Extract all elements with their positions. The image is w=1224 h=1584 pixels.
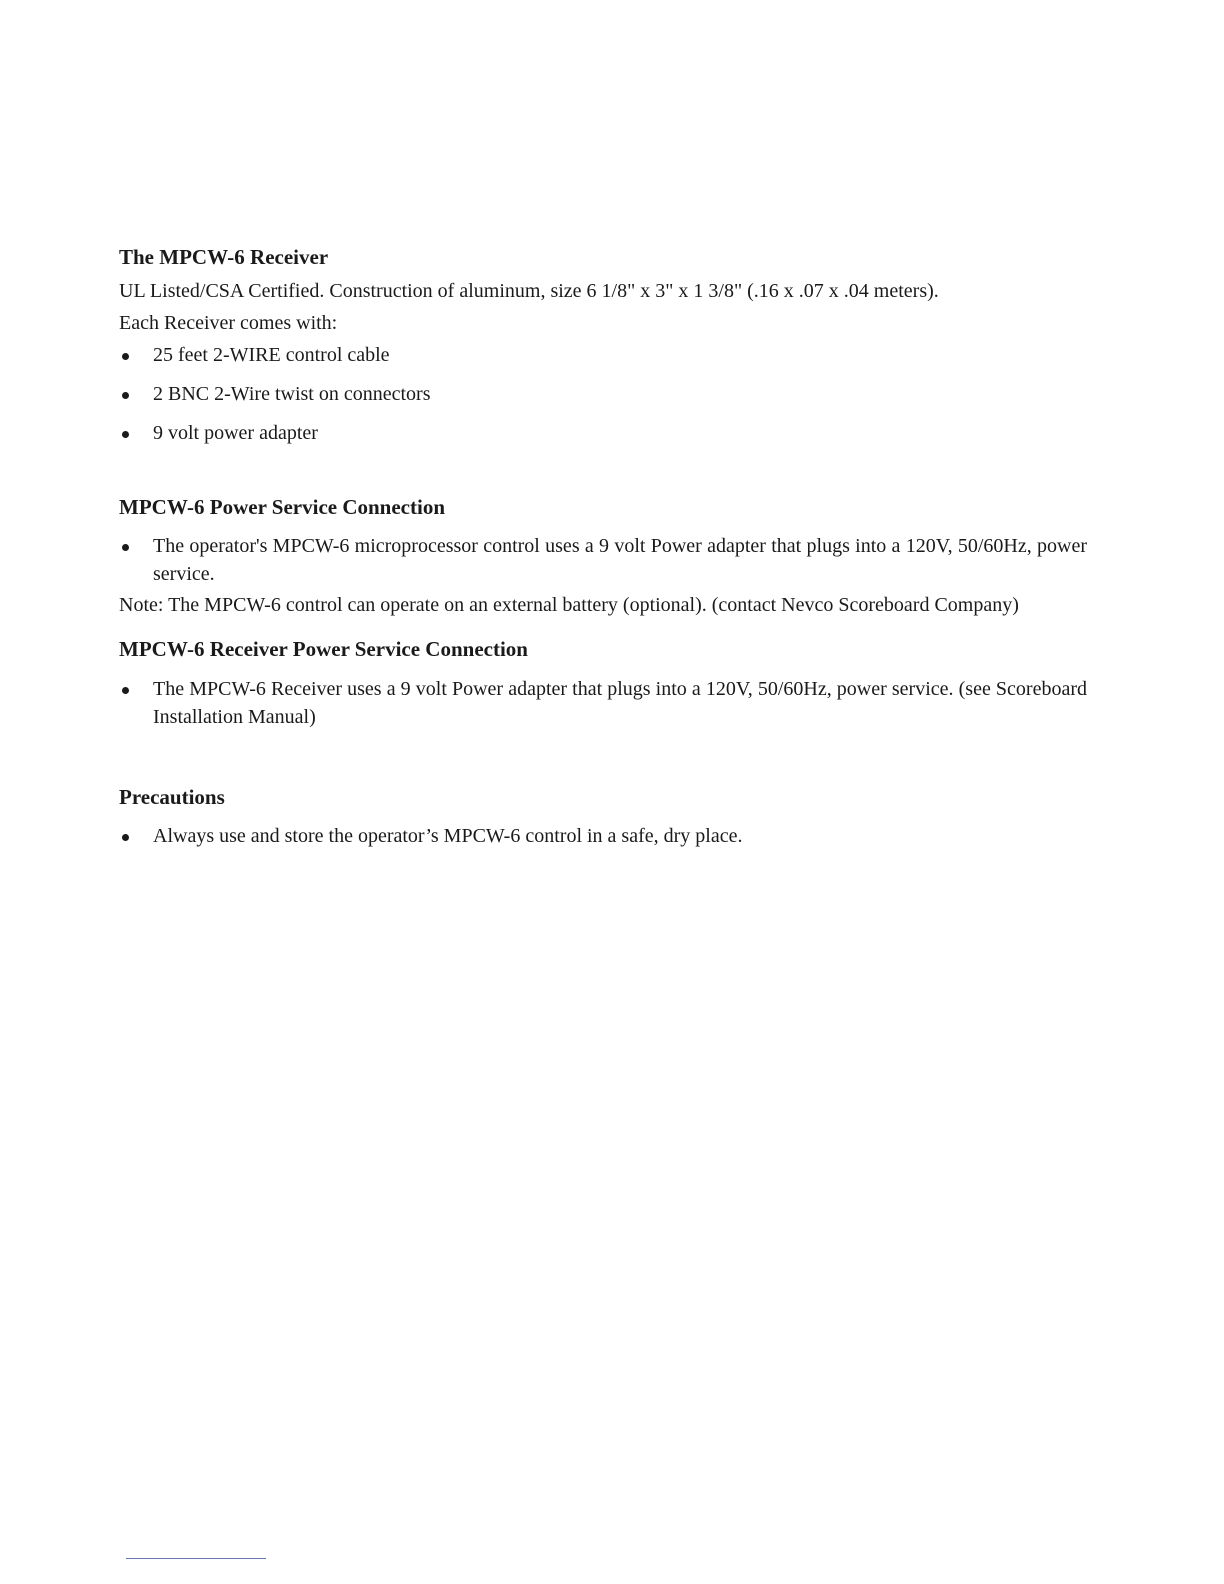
bullet-icon (122, 392, 129, 399)
bullet-icon (122, 431, 129, 438)
precautions-heading: Precautions (119, 785, 225, 809)
receiver-spec-text: UL Listed/CSA Certified. Construction of aluminum, size 6 1/8" x 3" x 1 3/8" (.16 x .07 x .04 meters). (119, 280, 939, 302)
power-note: Note: The MPCW-6 control can operate on an external battery (optional). (contact Nevco Scoreboard Company) (119, 594, 1019, 616)
document-body (119, 243, 1087, 850)
bullet-icon (122, 834, 129, 841)
list-item: The MPCW-6 Receiver uses a 9 volt Power adapter that plugs into a 120V, 50/60Hz, power service. (see Scoreboard Installation Manual) (119, 675, 1087, 731)
bullet-icon (122, 544, 129, 551)
bullet-icon (122, 353, 129, 360)
receiver-power-heading: MPCW-6 Receiver Power Service Connection (119, 637, 528, 661)
list-item: The operator's MPCW-6 microprocessor control uses a 9 volt Power adapter that plugs into a 120V, 50/60Hz, power service. (119, 532, 1087, 588)
receiver-includes-text: Each Receiver comes with: (119, 312, 338, 334)
list-item: 9 volt power adapter (119, 419, 1087, 447)
receiver-power-items-list (119, 675, 1087, 731)
footer-rule (126, 1558, 266, 1559)
receiver-heading: The MPCW-6 Receiver (119, 245, 329, 269)
precautions-items-list (119, 822, 1087, 850)
list-item: 25 feet 2-WIRE control cable (119, 341, 1087, 369)
receiver-items-list (119, 341, 1087, 447)
list-item: 2 BNC 2-Wire twist on connectors (119, 380, 1087, 408)
power-items-list (119, 532, 1087, 588)
bullet-icon (122, 687, 129, 694)
power-heading: MPCW-6 Power Service Connection (119, 495, 446, 519)
list-item: Always use and store the operator’s MPCW-6 control in a safe, dry place. (119, 822, 1087, 850)
